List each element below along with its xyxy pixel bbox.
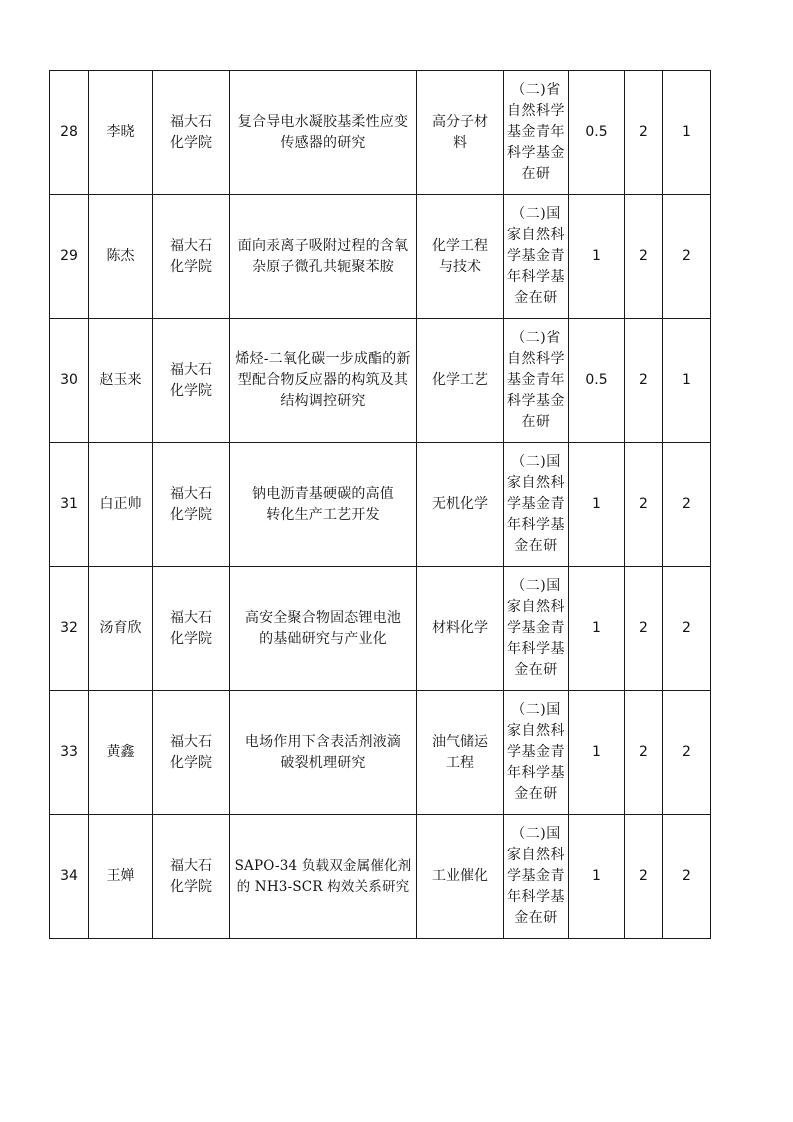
person-name: 王婵 — [89, 815, 153, 939]
college: 福大石化学院 — [153, 443, 230, 567]
row-number: 34 — [50, 815, 89, 939]
row-number: 33 — [50, 691, 89, 815]
score: 0.5 — [569, 319, 625, 443]
value-col9: 2 — [663, 691, 711, 815]
college: 福大石化学院 — [153, 319, 230, 443]
table-row — [50, 567, 711, 691]
discipline: 化学工程与技术 — [417, 195, 504, 319]
discipline: 材料化学 — [417, 567, 504, 691]
project-title: 高安全聚合物固态锂电池的基础研究与产业化 — [230, 567, 417, 691]
project-title: 电场作用下含表活剂液滴破裂机理研究 — [230, 691, 417, 815]
project-title: 钠电沥青基硬碳的高值转化生产工艺开发 — [230, 443, 417, 567]
discipline: 化学工艺 — [417, 319, 504, 443]
awards-table — [49, 70, 711, 939]
value-col8: 2 — [625, 567, 663, 691]
person-name: 李晓 — [89, 71, 153, 195]
row-number: 31 — [50, 443, 89, 567]
person-name: 黄鑫 — [89, 691, 153, 815]
college: 福大石化学院 — [153, 71, 230, 195]
person-name: 赵玉来 — [89, 319, 153, 443]
value-col8: 2 — [625, 443, 663, 567]
value-col8: 2 — [625, 691, 663, 815]
project-title: 面向汞离子吸附过程的含氧杂原子微孔共轭聚苯胺 — [230, 195, 417, 319]
score: 1 — [569, 567, 625, 691]
value-col9: 1 — [663, 71, 711, 195]
value-col8: 2 — [625, 815, 663, 939]
project-title: 复合导电水凝胶基柔性应变传感器的研究 — [230, 71, 417, 195]
college: 福大石化学院 — [153, 195, 230, 319]
value-col9: 1 — [663, 319, 711, 443]
fund-category: （二)国家自然科学基金青年科学基金在研 — [504, 691, 569, 815]
value-col9: 2 — [663, 195, 711, 319]
table-row — [50, 815, 711, 939]
project-title: SAPO-34 负载双金属催化剂的 NH3-SCR 构效关系研究 — [230, 815, 417, 939]
college: 福大石化学院 — [153, 815, 230, 939]
fund-category: （二)国家自然科学基金青年科学基金在研 — [504, 815, 569, 939]
discipline: 油气储运工程 — [417, 691, 504, 815]
table-row — [50, 443, 711, 567]
score: 1 — [569, 195, 625, 319]
discipline: 工业催化 — [417, 815, 504, 939]
fund-category: （二)国家自然科学基金青年科学基金在研 — [504, 195, 569, 319]
project-title: 烯烃-二氧化碳一步成酯的新型配合物反应器的构筑及其结构调控研究 — [230, 319, 417, 443]
row-number: 29 — [50, 195, 89, 319]
fund-category: （二)国家自然科学基金青年科学基金在研 — [504, 443, 569, 567]
table-row — [50, 691, 711, 815]
value-col8: 2 — [625, 319, 663, 443]
fund-category: （二)省自然科学基金青年科学基金在研 — [504, 319, 569, 443]
score: 0.5 — [569, 71, 625, 195]
table-row — [50, 195, 711, 319]
college: 福大石化学院 — [153, 691, 230, 815]
score: 1 — [569, 443, 625, 567]
score: 1 — [569, 815, 625, 939]
person-name: 白正帅 — [89, 443, 153, 567]
table-row — [50, 71, 711, 195]
table-row — [50, 319, 711, 443]
college: 福大石化学院 — [153, 567, 230, 691]
row-number: 28 — [50, 71, 89, 195]
row-number: 32 — [50, 567, 89, 691]
row-number: 30 — [50, 319, 89, 443]
value-col9: 2 — [663, 567, 711, 691]
discipline: 无机化学 — [417, 443, 504, 567]
fund-category: （二)国家自然科学基金青年科学基金在研 — [504, 567, 569, 691]
value-col8: 2 — [625, 195, 663, 319]
value-col9: 2 — [663, 443, 711, 567]
value-col8: 2 — [625, 71, 663, 195]
score: 1 — [569, 691, 625, 815]
person-name: 汤育欣 — [89, 567, 153, 691]
discipline: 高分子材料 — [417, 71, 504, 195]
value-col9: 2 — [663, 815, 711, 939]
person-name: 陈杰 — [89, 195, 153, 319]
fund-category: （二)省自然科学基金青年科学基金在研 — [504, 71, 569, 195]
